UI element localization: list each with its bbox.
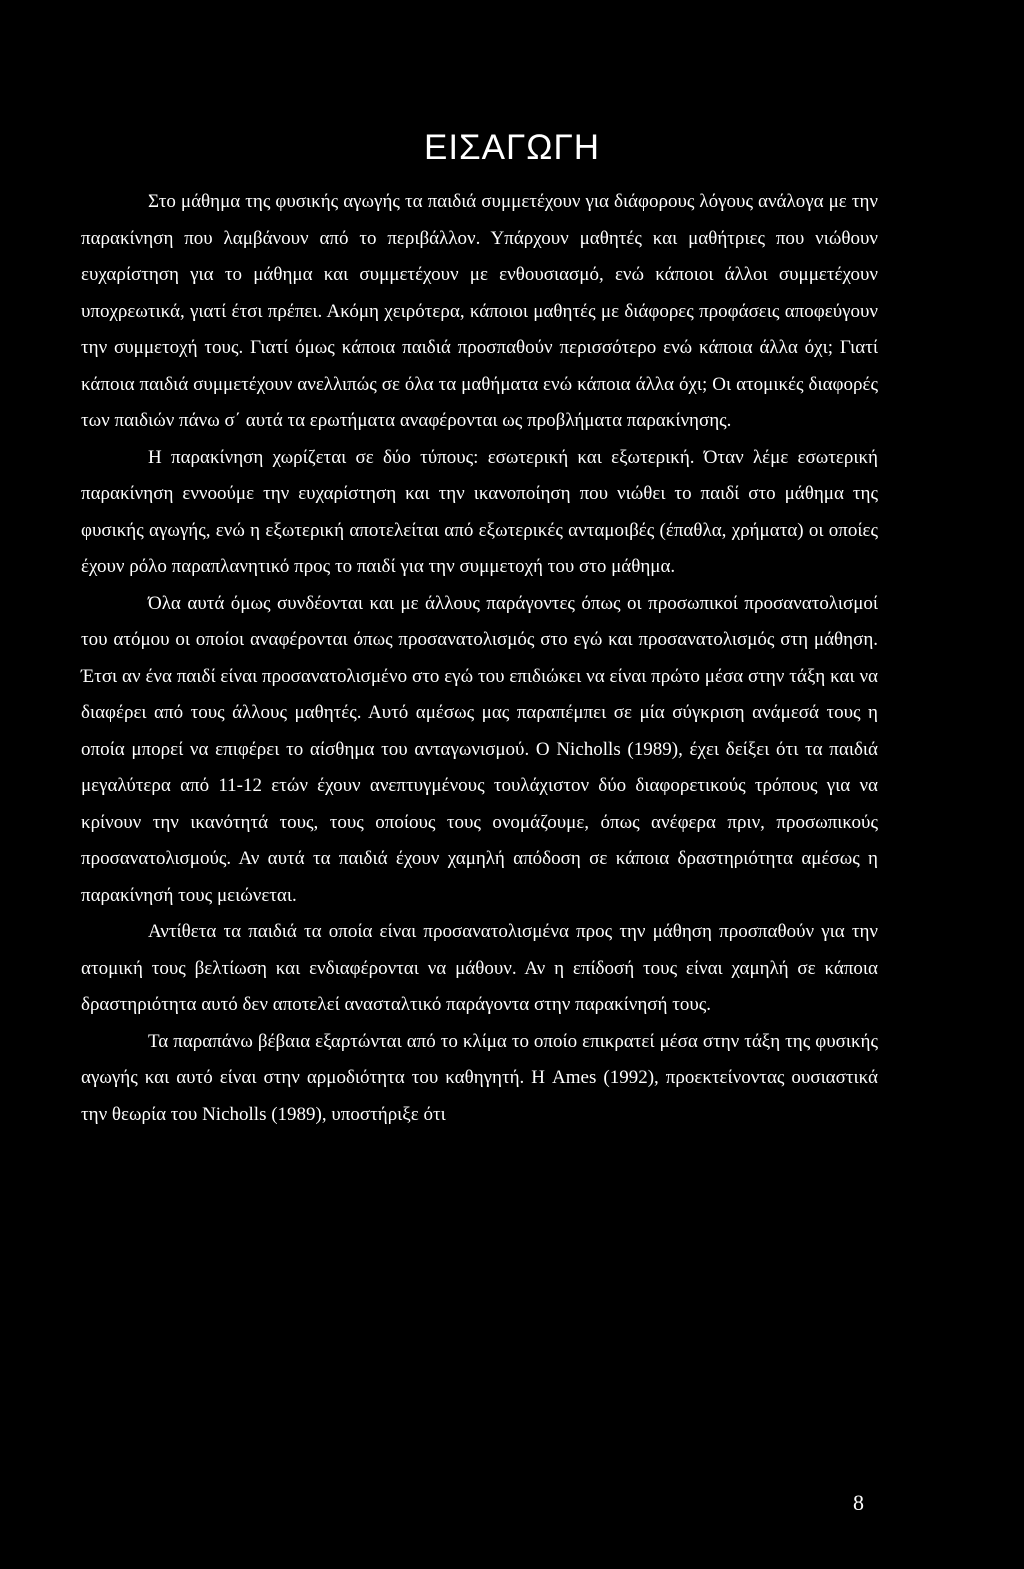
paragraph-motivation-types: Η παρακίνηση χωρίζεται σε δύο τύπους: εσωτερική και εξωτερική. Όταν λέμε εσωτερική παρακίνηση εννοούμε την ευχαρίστηση και την ικανοποίηση που νιώθει το παιδί στο μάθημα της φυσικής αγωγής, ενώ η εξωτερική αποτελείται από εξωτερικές ανταμοιβές (έπαθλα, χρήματα) οι οποίες έχουν ρόλο παραπλανητικό προς το παιδί για την συμμετοχή του στο μάθημα. (81, 446, 878, 577)
paragraph-goal-orientations: Όλα αυτά όμως συνδέονται και με άλλους παράγοντες όπως οι προσωπικοί προσανατολισμοί του ατόμου οι οποίοι αναφέρονται όπως προσανατολισμός στο εγώ και προσανατολισμός στη μάθηση. Έτσι αν ένα παιδί είναι προσανατολισμένο στο εγώ του επιδιώκει να είναι πρώτο μέσα στην τάξη και να διαφέρει από τους άλλους μαθητές. Αυτό αμέσως μας παραπέμπει σε μία σύγκριση ανάμεσά τους η οποία μπορεί να επιφέρει το αίσθημα του ανταγωνισμού. Ο Nicholls (1989), έχει δείξει ότι τα παιδιά μεγαλύτερα από 11-12 ετών έχουν ανεπτυγμένους τουλάχιστον δύο διαφορετικούς τρόπους για να κρίνουν την ικανότητά τους, τους οποίους τους ονομάζουμε, όπως ανέφερα πριν, προσωπικούς προσανατολισμούς. Αν αυτά τα παιδιά έχουν χαμηλή απόδοση σε κάποια δραστηριότητα αμέσως η παρακίνησή τους μειώνεται. (81, 592, 878, 906)
page-number: 8 (853, 1490, 864, 1515)
paragraph-motivation-intro: Στο μάθημα της φυσικής αγωγής τα παιδιά συμμετέχουν για διάφορους λόγους ανάλογα με την παρακίνηση που λαμβάνουν από το περιβάλλον. Υπάρχουν μαθητές και μαθήτριες που νιώθουν ευχαρίστηση για το μάθημα και συμμετέχουν με ενθουσιασμό, ενώ κάποιοι άλλοι συμμετέχουν υποχρεωτικά, γιατί έτσι πρέπει. Ακόμη χειρότερα, κάποιοι μαθητές με διάφορες προφάσεις αποφεύγουν την συμμετοχή τους. Γιατί όμως κάποια παιδιά προσπαθούν περισσότερο ενώ κάποια άλλα όχι; Γιατί κάποια παιδιά συμμετέχουν ανελλιπώς σε όλα τα μαθήματα ενώ κάποια άλλα όχι; Οι ατομικές διαφορές των παιδιών πάνω σ΄ αυτά τα ερωτήματα αναφέρονται ως προβλήματα παρακίνησης. (81, 191, 878, 431)
body-text (81, 184, 878, 1133)
paragraph-class-climate: Τα παραπάνω βέβαια εξαρτώνται από το κλίμα το οποίο επικρατεί μέσα στην τάξη της φυσικής αγωγής και αυτό είναι στην αρμοδιότητα του καθηγητή. Η Ames (1992), προεκτείνοντας ουσιαστικά την θεωρία του Nicholls (1989), υποστήριξε ότι (81, 1030, 878, 1125)
paragraph-learning-orientation: Αντίθετα τα παιδιά τα οποία είναι προσανατολισμένα προς την μάθηση προσπαθούν για την ατομική τους βελτίωση και ενδιαφέρονται να μάθουν. Αν η επίδοσή τους είναι χαμηλή σε κάποια δραστηριότητα αυτό δεν αποτελεί ανασταλτικό παράγοντα στην παρακίνησή τους. (81, 921, 878, 1015)
page-heading: ΕΙΣΑΓΩΓΗ (423, 128, 601, 167)
